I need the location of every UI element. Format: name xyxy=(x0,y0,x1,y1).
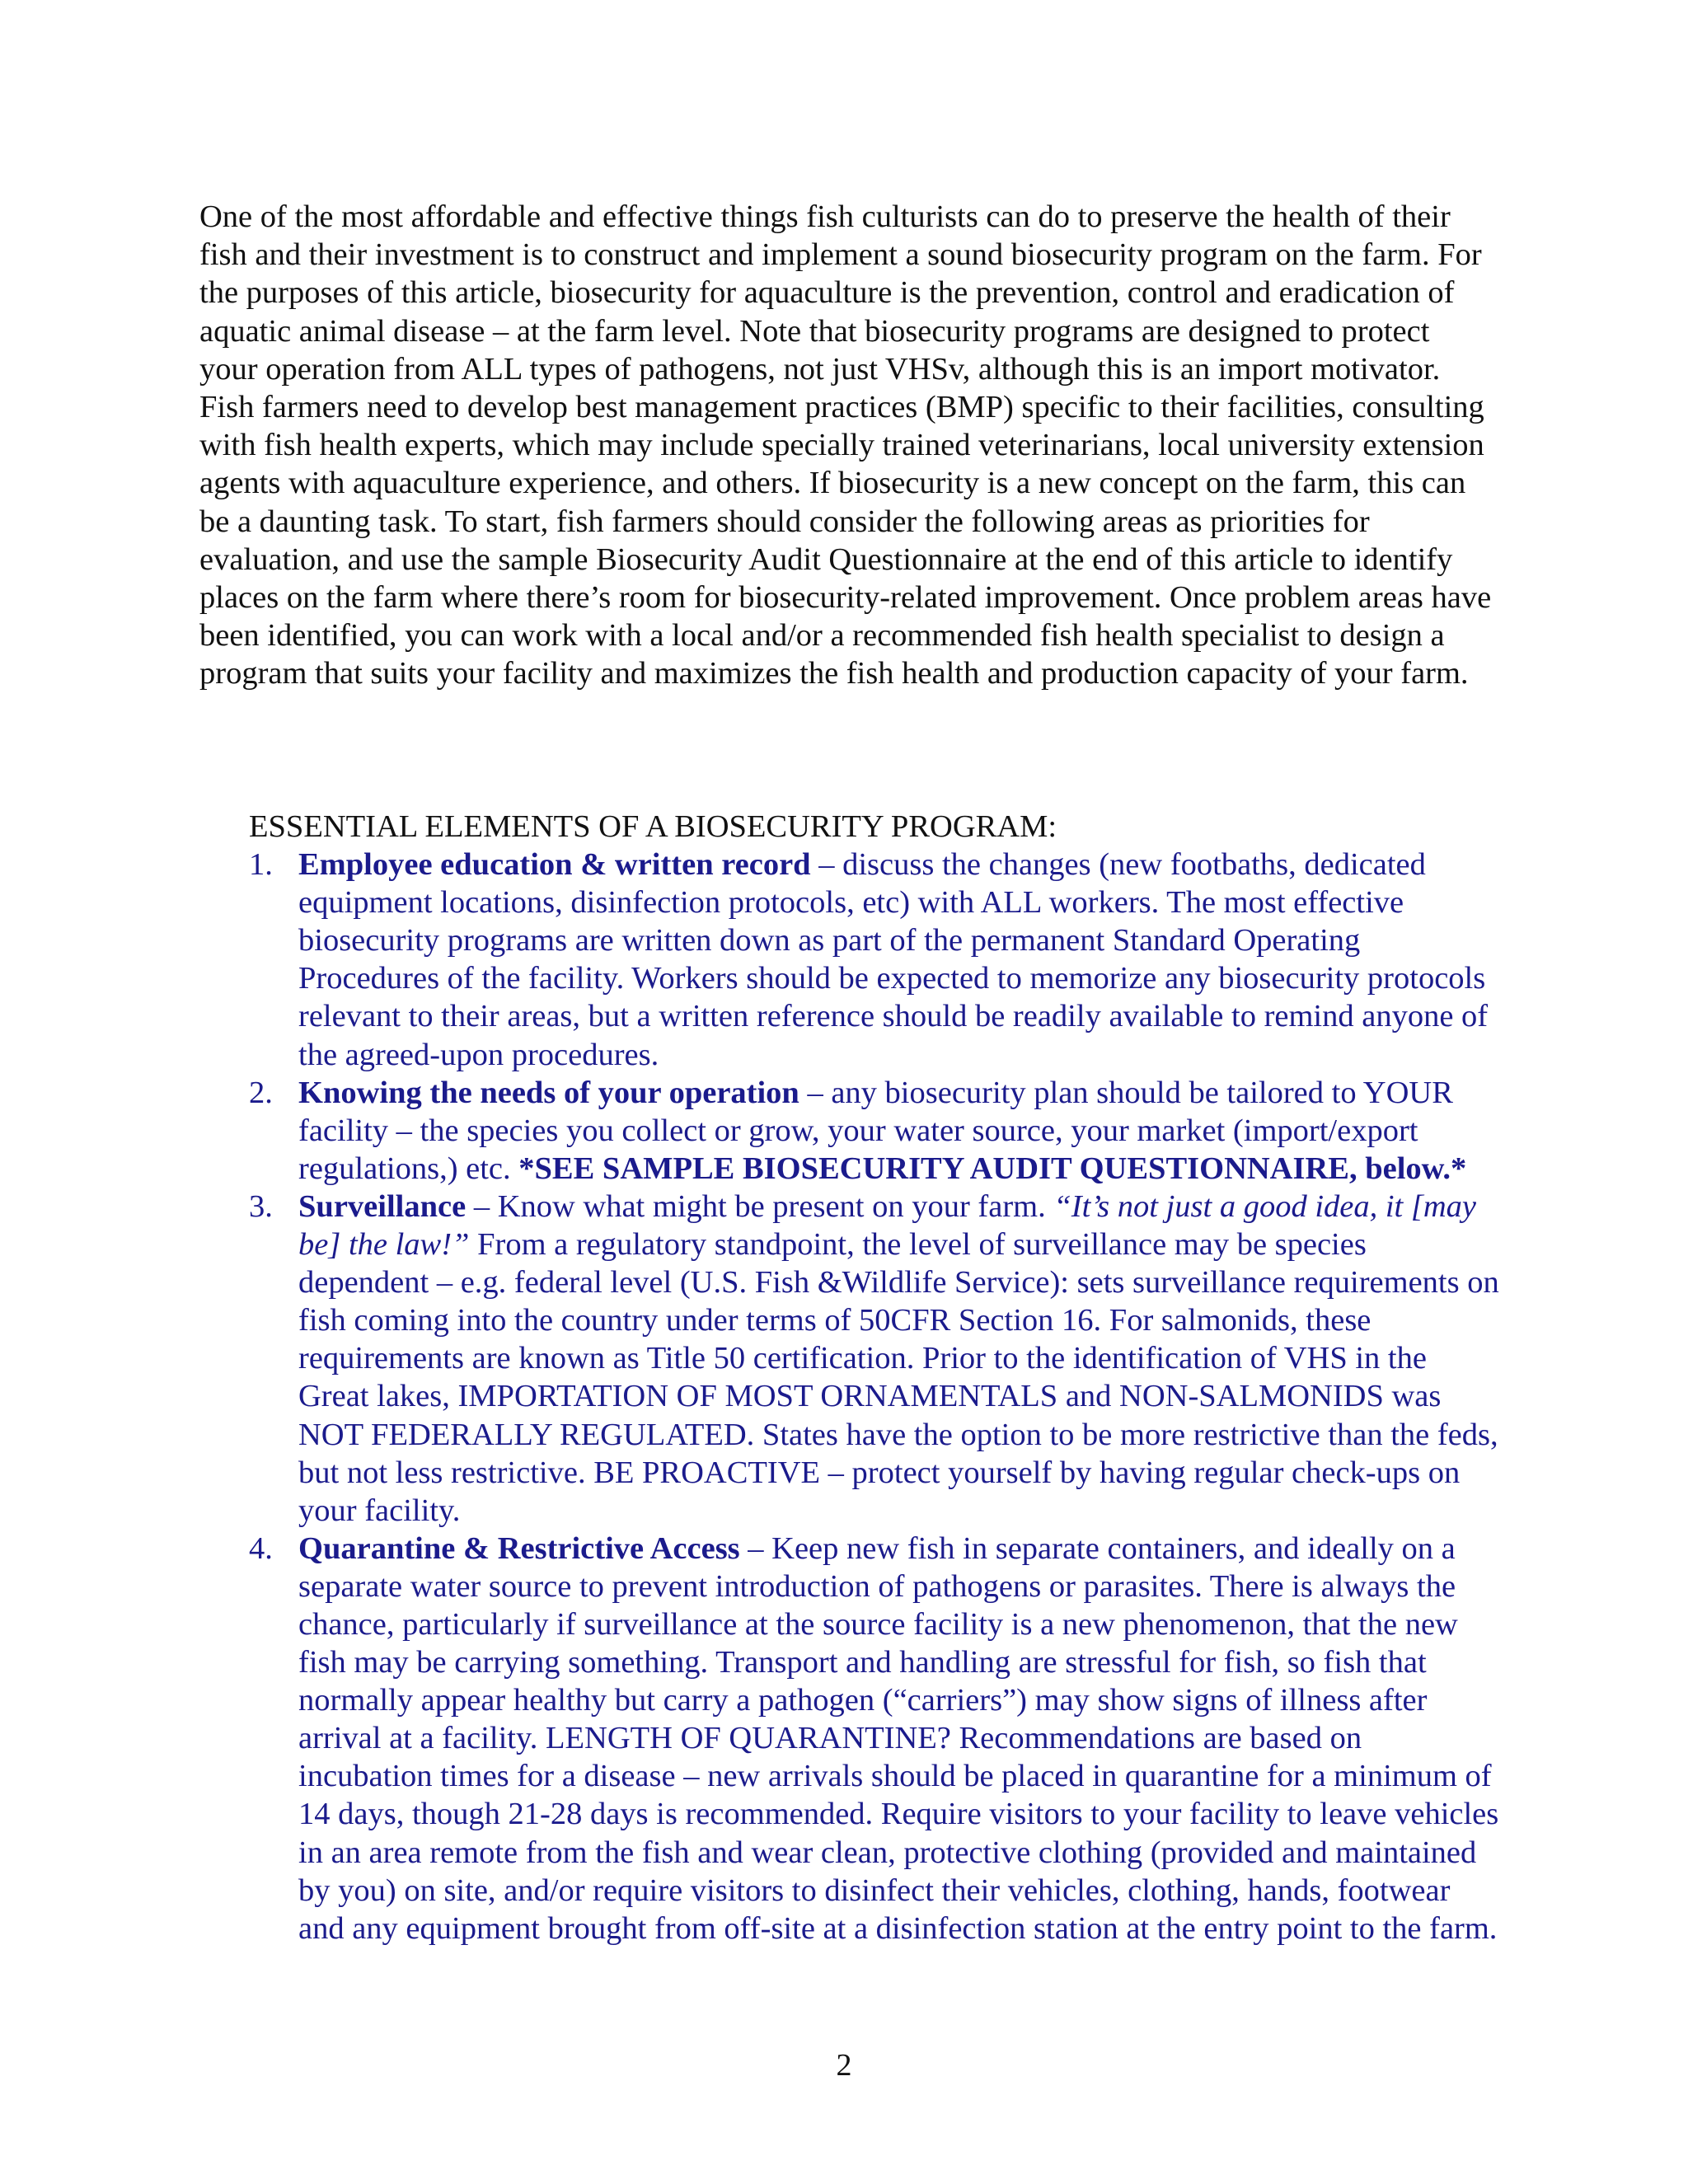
item-number: 2. xyxy=(249,1075,273,1110)
intro-section xyxy=(199,198,1493,693)
list-item xyxy=(249,1188,1502,1530)
item-title: Knowing the needs of your operation xyxy=(298,1075,799,1110)
item-title: Employee education & written record xyxy=(298,847,811,883)
essential-elements-section xyxy=(249,808,1502,1947)
intro-paragraph: One of the most affordable and effective things fish culturists can do to preserve the health of their fish and their investment is to construct and implement a sound biosecurity program on the farm. For the purposes of this article, biosecurity for aquaculture is the prevention, control and eradication of aquatic animal disease – at the farm level. Note that biosecurity programs are designed to protect your operation from ALL types of pathogens, not just VHSv, although this is an import motivator. Fish farmers need to develop best management practices (BMP) specific to their facilities, consulting with fish health experts, which may include specially trained veterinarians, local university extension agents with aquaculture experience, and others. If biosecurity is a new concept on the farm, this can be a daunting task. To start, fish farmers should consider the following areas as priorities for evaluation, and use the sample Biosecurity Audit Questionnaire at the end of this article to identify places on the farm where there’s room for biosecurity-related improvement. Once problem areas have been identified, you can work with a local and/or a recommended fish health specialist to design a program that suits your facility and maximizes the fish health and production capacity of your farm. xyxy=(199,199,1492,691)
item-text: – any biosecurity plan should be tailored to YOUR facility – the species you collect or grow, your water source, your market (import/export regulations,) etc. xyxy=(298,1075,1453,1186)
list-item xyxy=(249,846,1502,1074)
item-quote: “It’s not just a good idea, it [may be] the law!” xyxy=(298,1188,1477,1263)
list-item xyxy=(249,1530,1502,1947)
item-number: 4. xyxy=(249,1530,273,1566)
item-title: Quarantine & Restrictive Access xyxy=(298,1530,740,1566)
section-heading: ESSENTIAL ELEMENTS OF A BIOSECURITY PROGRAM: xyxy=(249,809,1057,844)
item-text: – Know what might be present on your farm. xyxy=(466,1188,1054,1224)
item-text: – discuss the changes (new footbaths, dedicated equipment locations, disinfection protocols, etc) with ALL workers. The most effective biosecurity programs are written down as part of the permanent Standard Operating Procedures of the facility. Workers should be expected to memorize any biosecurity protocols relevant to their areas, but a written reference should be readily available to remind anyone of the agreed-upon procedures. xyxy=(298,847,1489,1072)
item-title: Surveillance xyxy=(298,1188,467,1224)
item-text: – Keep new fish in separate containers, and ideally on a separate water source to prevent introduction of pathogens or parasites. There is always the chance, particularly if surveillance at the source facility is a new phenomenon, that the new fish may be carrying something. Transport and handling are stressful for fish, so fish that normally appear healthy but carry a pathogen (“carriers”) may show signs of illness after arrival at a facility. LENGTH OF QUARANTINE? Recommendations are based on incubation times for a disease – new arrivals should be placed in quarantine for a minimum of 14 days, though 21-28 days is recommended. Require visitors to your facility to leave vehicles in an area remote from the fish and wear clean, protective clothing (provided and maintained by you) on site, and/or require visitors to disinfect their vehicles, clothing, hands, footwear and any equipment brought from off-site at a disinfection station at the entry point to the farm. xyxy=(298,1530,1499,1946)
item-number: 3. xyxy=(249,1188,273,1224)
item-emphasis: *SEE SAMPLE BIOSECURITY AUDIT QUESTIONNAIRE, below.* xyxy=(518,1151,1467,1186)
list-item xyxy=(249,1074,1502,1188)
item-text-continued: From a regulatory standpoint, the level of surveillance may be species dependent – e.g. federal level (U.S. Fish &Wildlife Service): sets surveillance requirements on fish coming into the country under terms of 50CFR Section 16. For salmonids, these requirements are known as Title 50 certification. Prior to the identification of VHS in the Great lakes, IMPORTATION OF MOST ORNAMENTALS and NON-SALMONIDS was NOT FEDERALLY REGULATED. States have the option to be more restrictive than the feds, but not less restrictive. BE PROACTIVE – protect yourself by having regular check-ups on your facility. xyxy=(298,1227,1499,1528)
page-number: 2 xyxy=(836,2048,852,2083)
item-number: 1. xyxy=(249,847,273,883)
